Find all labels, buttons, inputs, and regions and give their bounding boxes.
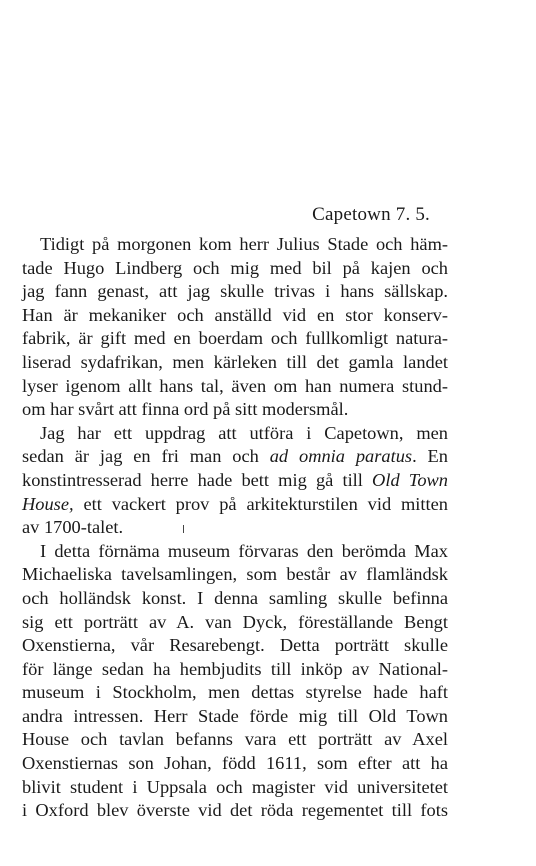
body-text (22, 233, 448, 823)
text-line (22, 398, 448, 422)
text-run: museum i Stockholm, men dettas styrelse hade haft (22, 682, 448, 703)
text-run: lyser igenom allt hans tal, även om han numera stund- (22, 375, 448, 396)
text-run: Oxenstiernas son Johan, född 1611, som efter att ha (22, 753, 448, 774)
text-line (22, 728, 448, 752)
text-line (22, 375, 448, 399)
text-line (22, 280, 448, 304)
text-line (22, 540, 448, 564)
text-line (22, 445, 448, 469)
text-line (22, 516, 448, 540)
text-run: andra intressen. Herr Stade förde mig till Old Town (22, 705, 448, 726)
text-run: blivit student i Uppsala och magister vid universitetet (22, 776, 448, 797)
text-run: sedan är jag en fri man och (22, 446, 270, 467)
text-run: Jag har ett uppdrag att utföra i Capetown, men (40, 422, 448, 443)
text-line (22, 563, 448, 587)
text-run: konstintresserad herre hade bett mig gå till (22, 469, 373, 490)
text-line (22, 493, 448, 517)
italic-phrase: ad omnia paratus (269, 446, 413, 467)
text-run: Han är mekaniker och anställd vid en stor konserv- (22, 304, 448, 325)
text-run: Tidigt på morgonen kom herr Julius Stade och häm- (40, 234, 448, 254)
text-line (22, 611, 448, 635)
text-run: House och tavlan befanns vara ett porträtt av Axel (22, 729, 448, 750)
italic-phrase: House, (22, 493, 74, 514)
text-run: liserad sydafrikan, men kärleken till det gamla landet (22, 351, 448, 372)
text-run: tade Hugo Lindberg och mig med bil på kajen och (22, 257, 448, 278)
text-line (22, 752, 448, 776)
text-line (22, 587, 448, 611)
text-run: sig ett porträtt av A. van Dyck, föreställande Bengt (22, 611, 448, 632)
text-line (22, 776, 448, 800)
dateline: Capetown 7. 5. (312, 204, 430, 225)
text-run: jag fann genast, att jag skulle trivas i hans sällskap. (22, 281, 448, 302)
text-line (22, 233, 448, 257)
italic-phrase: Old Town (372, 469, 448, 490)
text-line (22, 327, 448, 351)
text-run: om har svårt att finna ord på sitt modersmål. (22, 399, 349, 420)
text-run: och holländsk konst. I denna samling skulle befinna (22, 587, 448, 608)
text-run: Michaeliska tavelsamlingen, som består av flamländsk (22, 564, 448, 585)
text-run: i Oxford blev överste vid det röda regementet till fots (22, 800, 448, 821)
text-run: I detta förnäma museum förvaras den berömda Max (40, 540, 448, 561)
text-run: fabrik, är gift med en boerdam och fullkomligt natura- (22, 328, 448, 349)
text-run: . En (412, 446, 448, 467)
text-line (22, 351, 448, 375)
text-line (22, 422, 448, 446)
text-line (22, 304, 448, 328)
text-line (22, 658, 448, 682)
text-line (22, 681, 448, 705)
text-line (22, 705, 448, 729)
text-run: Oxenstierna, vår Resarebengt. Detta porträtt skulle (22, 635, 448, 656)
text-line (22, 257, 448, 281)
text-run: av 1700-talet. (22, 517, 124, 538)
text-line (22, 634, 448, 658)
text-run: ett vackert prov på arkitekturstilen vid mitten (73, 493, 448, 514)
text-run: för länge sedan ha hembjudits till inköp av National- (22, 658, 448, 679)
stray-print-mark (183, 525, 184, 533)
text-line (22, 469, 448, 493)
text-line (22, 799, 448, 823)
